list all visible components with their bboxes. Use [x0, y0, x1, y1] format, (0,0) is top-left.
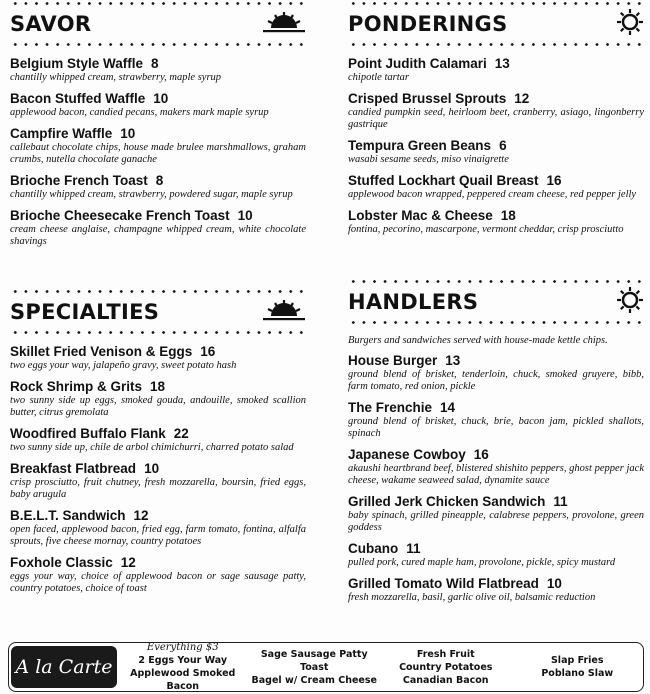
item-price: 12 [133, 508, 149, 523]
dotted-divider [10, 43, 306, 46]
item-name: Lobster Mac & Cheese [348, 208, 493, 223]
menu-item [10, 126, 306, 166]
a-la-carte-column [512, 654, 644, 680]
section-specialties [10, 290, 306, 602]
a-la-carte-item: Toast [300, 661, 329, 673]
a-la-carte-item: 2 Eggs Your Way [138, 655, 228, 666]
item-description: two sunny side up eggs, smoked gouda, andouille, smoked scallion butter, citrus gremolata [10, 395, 306, 418]
item-price: 12 [514, 91, 530, 106]
section-savor [10, 2, 306, 255]
a-la-carte-column [380, 648, 512, 687]
item-description: open faced, applewood bacon, fried egg, farm tomato, fontina, alfalfa sprouts, five cheese mornay, country potatoes [10, 524, 306, 547]
section-title: SAVOR [10, 12, 92, 36]
item-description: applewood bacon wrapped, peppered cream cheese, red pepper jelly [348, 189, 637, 200]
item-description: two sunny side up, chile de arbol chimichurri, charred potato salad [10, 442, 294, 453]
menu-item [348, 541, 644, 569]
menu-item [348, 400, 644, 440]
item-price: 16 [546, 173, 562, 188]
a-la-carte-column [249, 648, 381, 687]
menu-item [10, 379, 306, 419]
item-description: fontina, pecorino, mascarpone, vermont cheddar, crisp prosciutto [348, 224, 624, 235]
item-description: chipotle tartar [348, 72, 409, 83]
section-title: HANDLERS [348, 290, 479, 314]
item-price: 12 [120, 555, 136, 570]
item-description: chantilly whipped cream, strawberry, powdered sugar, maple syrup [10, 189, 293, 200]
menu-item [348, 56, 644, 84]
menu-item [348, 173, 644, 201]
section-handlers [348, 280, 644, 611]
a-la-carte-item: Poblano Slaw [541, 668, 614, 679]
section-ponderings [348, 2, 644, 243]
dotted-divider [348, 321, 644, 324]
a-la-carte-item: Fresh Fruit [416, 648, 475, 660]
item-name: Tempura Green Beans [348, 138, 492, 153]
item-name: Cubano [348, 541, 399, 556]
sunrise-icon [262, 10, 306, 39]
item-price: 18 [500, 208, 516, 223]
item-name: Skillet Fried Venison & Eggs [10, 344, 193, 359]
menu-item [10, 56, 306, 84]
item-name: House Burger [348, 353, 438, 368]
item-name: B.E.L.T. Sandwich [10, 508, 126, 523]
a-la-carte-item: Canadian Bacon [402, 674, 489, 686]
item-description: eggs your way, choice of applewood bacon or sage sausage patty, country potatoes, choice of toast [10, 571, 306, 594]
item-price: 10 [546, 576, 562, 591]
item-description: pulled pork, cured maple ham, provolone, pickle, spicy mustard [348, 557, 616, 568]
a-la-carte-title: A la Carte [11, 646, 117, 688]
a-la-carte-item: Applewood Smoked Bacon [130, 668, 236, 692]
menu-item [348, 138, 644, 166]
item-name: Grilled Tomato Wild Flatbread [348, 576, 539, 591]
menu-item [348, 91, 644, 131]
menu-item [10, 461, 306, 501]
item-price: 10 [237, 208, 253, 223]
menu-item [10, 173, 306, 201]
item-price: 6 [499, 138, 507, 153]
a-la-carte-item: Bagel w/ Cream Cheese [251, 674, 377, 686]
a-la-carte-item: Sage Sausage Patty [260, 648, 368, 660]
item-name: Japanese Cowboy [348, 447, 466, 462]
item-price: 8 [151, 56, 159, 71]
section-intro: Burgers and sandwiches served with house-made kettle chips. [348, 335, 608, 346]
section-title: SPECIALTIES [10, 300, 160, 324]
item-name: Campfire Waffle [10, 126, 113, 141]
item-description: candied pumpkin seed, heirloom beet, cranberry, asiago, lingonberry gastrique [348, 107, 644, 130]
item-name: Grilled Jerk Chicken Sandwich [348, 494, 546, 509]
item-price: 13 [494, 56, 510, 71]
item-price: 10 [153, 91, 169, 106]
item-price: 16 [200, 344, 216, 359]
menu-item [348, 353, 644, 393]
menu-item [10, 508, 306, 548]
dotted-divider [10, 331, 306, 334]
item-name: Brioche French Toast [10, 173, 148, 188]
menu-item [348, 447, 644, 487]
menu-item [10, 344, 306, 372]
item-price: 13 [445, 353, 461, 368]
item-price: 10 [120, 126, 136, 141]
item-name: Foxhole Classic [10, 555, 113, 570]
item-price: 22 [173, 426, 189, 441]
item-description: fresh mozzarella, basil, garlic olive oil, balsamic reduction [348, 592, 596, 603]
sun-icon [616, 286, 644, 319]
item-name: Bacon Stuffed Waffle [10, 91, 146, 106]
a-la-carte-column [117, 641, 249, 693]
item-description: baby spinach, grilled pineapple, calabrese peppers, provolone, green goddess [348, 510, 644, 533]
item-name: Stuffed Lockhart Quail Breast [348, 173, 539, 188]
item-price: 8 [155, 173, 164, 188]
menu-item [348, 494, 644, 534]
item-name: Woodfired Buffalo Flank [10, 426, 166, 441]
item-price: 14 [440, 400, 456, 415]
item-name: Breakfast Flatbread [10, 461, 137, 476]
a-la-carte-item: Slap Fries [550, 655, 604, 666]
item-description: ground blend of brisket, chuck, brie, bacon jam, pickled shallots, spinach [348, 416, 644, 439]
item-description: callebaut chocolate chips, house made brulee marshmallows, graham crumbs, nutella chocolate ganache [10, 142, 306, 165]
item-description: ground blend of brisket, tenderloin, chuck, smoked gruyere, bibb, farm tomato, red onion, pickle [348, 369, 644, 392]
item-price: 10 [144, 461, 160, 476]
item-description: crisp prosciutto, fruit chutney, fresh mozzarella, boursin, fried eggs, baby arugula [10, 477, 306, 500]
menu-item [10, 91, 306, 119]
item-description: two eggs your way, jalapeño gravy, sweet potato hash [10, 360, 237, 371]
dotted-divider [348, 43, 644, 46]
menu-item [10, 426, 306, 454]
item-description: applewood bacon, candied pecans, makers mark maple syrup [10, 107, 269, 118]
item-name: The Frenchie [348, 400, 433, 415]
menu-item [348, 208, 644, 236]
item-price: 11 [553, 494, 568, 509]
menu-item [10, 208, 306, 248]
menu-item [10, 555, 306, 595]
section-title: PONDERINGS [348, 12, 508, 36]
a-la-carte-item: Country Potatoes [399, 661, 493, 673]
item-description: chantilly whipped cream, strawberry, maple syrup [10, 72, 222, 83]
item-price: 18 [150, 379, 166, 394]
item-price: 16 [473, 447, 489, 462]
menu-item [348, 576, 644, 604]
sunrise-icon [262, 298, 306, 327]
sun-icon [616, 8, 644, 41]
item-name: Belgium Style Waffle [10, 56, 144, 71]
item-price: 11 [406, 541, 421, 556]
item-description: akaushi heartbrand beef, blistered shishito peppers, ghost pepper jack cheese, wakame seaweed salad, dynamite sauce [348, 463, 644, 486]
item-description: cream cheese anglaise, champagne whipped cream, white chocolate shavings [10, 224, 306, 247]
a-la-carte-banner [8, 642, 644, 692]
item-name: Brioche Cheesecake French Toast [10, 208, 230, 223]
item-name: Rock Shrimp & Grits [10, 379, 143, 394]
item-name: Point Judith Calamari [348, 56, 487, 71]
item-name: Crisped Brussel Sprouts [348, 91, 507, 106]
a-la-carte-note: Everything $3 [146, 642, 219, 653]
item-description: wasabi sesame seeds, miso vinaigrette [348, 154, 509, 165]
